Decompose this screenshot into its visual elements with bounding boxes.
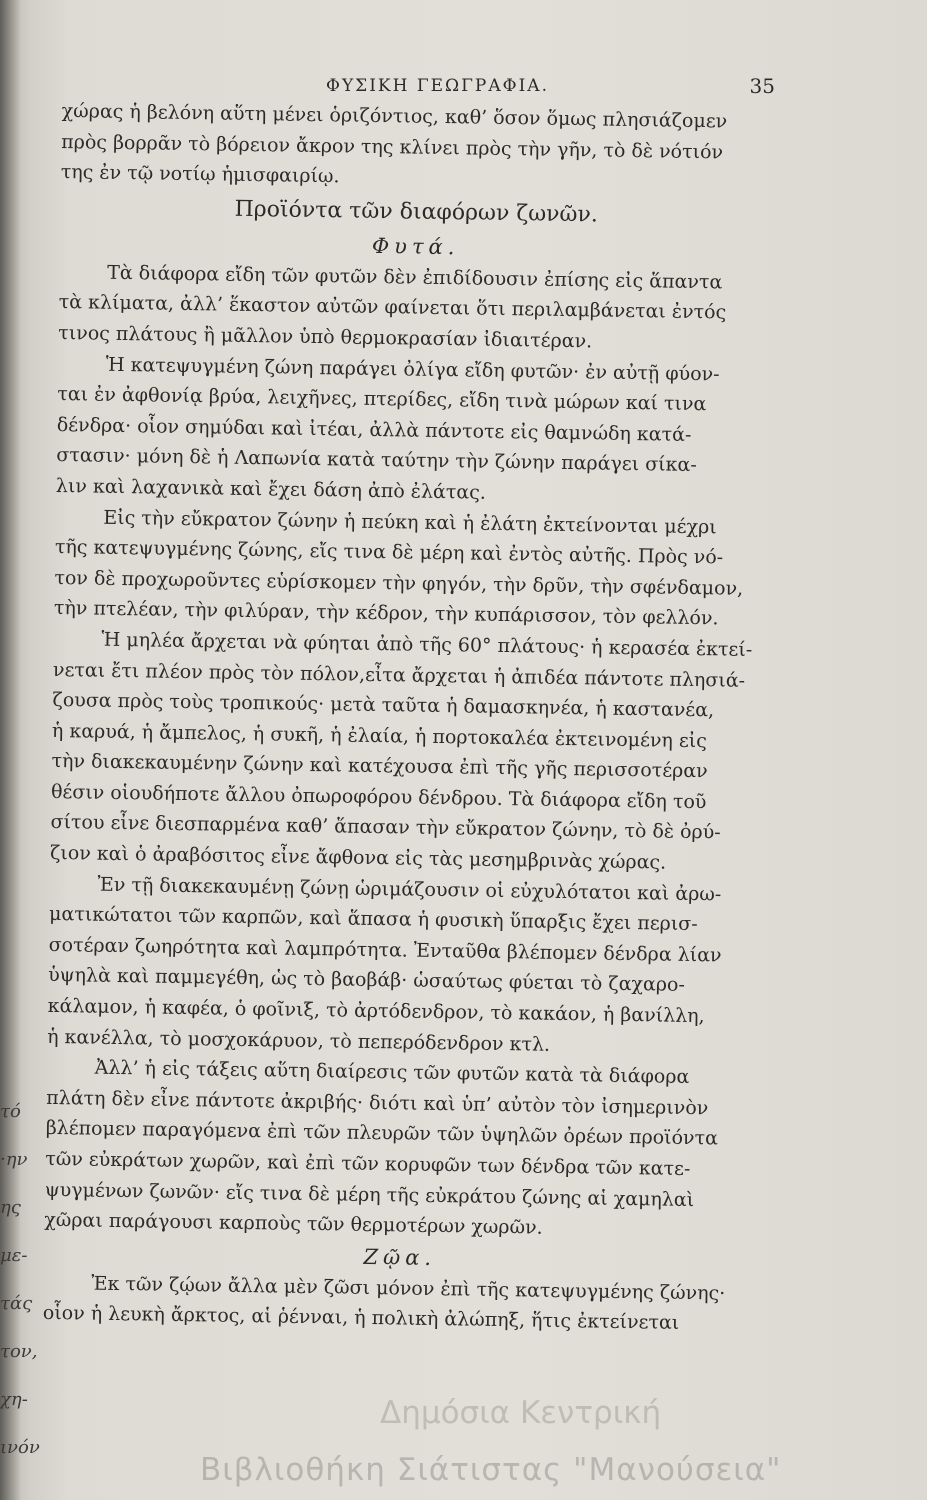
- text-line: σίτου εἶνε διεσπαρμένα καθ’ ἅπασαν τὴν εὔκρατον ζώνην, τὸ δὲ ὀρύ-: [50, 811, 721, 844]
- text-line: ζιον καὶ ὁ ἀραβόσιτος εἶνε ἄφθονα εἰς τὰς μεσημβρινὰς χώρας.: [49, 841, 667, 874]
- margin-fragment: τό: [0, 1101, 21, 1122]
- text-line: τὴν διακεκαυμένην ζώνην καὶ κατέχουσα ἐπὶ τῆς γῆς περισσοτέραν: [51, 750, 708, 783]
- text-line: στασιν· μόνη δὲ ἡ Λαπωνία κατὰ ταύτην τὴν ζώνην παράγει σίκα-: [56, 444, 697, 477]
- text-line: Ἐκ τῶν ζῴων ἄλλα μὲν ζῶσι μόνον ἐπὶ τῆς κατεψυγμένης ζώνης·: [91, 1272, 726, 1305]
- text-line: πλάτη δὲν εἶνε πάντοτε ἀκριβής· διότι καὶ ὑπ’ αὐτὸν τὸν ἰσημερινὸν: [46, 1086, 709, 1120]
- section-heading: Προϊόντα τῶν διαφόρων ζωνῶν.: [234, 196, 599, 228]
- margin-fragment: ινόν: [0, 1437, 40, 1458]
- text-line: χώρας ἡ βελόνη αὕτη μένει ὁριζόντιος, καθ’ ὅσον ὅμως πλησιάζομεν: [61, 99, 728, 133]
- text-line: ματικώτατοι τῶν καρπῶν, καὶ ἅπασα ἡ φυσικὴ ὕπαρξις ἔχει περισ-: [48, 903, 698, 936]
- text-line: ἡ καρυά, ἡ ἄμπελος, ἡ συκῆ, ἡ ἐλαία, ἡ πορτοκαλέα ἐκτεινομένη εἰς: [51, 719, 708, 752]
- text-line: της ἐν τῷ νοτίῳ ἡμισφαιρίῳ.: [60, 161, 340, 188]
- text-line: πρὸς βορρᾶν τὸ βόρειον ἄκρον της κλίνει πρὸς τὴν γῆν, τὸ δὲ νότιόν: [61, 130, 724, 163]
- text-line: βλέπομεν παραγόμενα ἐπὶ τῶν πλευρῶν τῶν ὑψηλῶν ὀρέων προϊόντα: [45, 1117, 719, 1150]
- text-line: τὰ κλίματα, ἀλλ’ ἕκαστον αὐτῶν φαίνεται ὅτι περιλαμβάνεται ἐντός: [58, 291, 727, 324]
- text-line: Εἰς τὴν εὔκρατον ζώνην ἡ πεύκη καὶ ἡ ἐλάτη ἐκτείνονται μέχρι: [103, 506, 717, 538]
- text-line: σοτέραν ζωηρότητα καὶ λαμπρότητα. Ἐνταῦθα βλέπομεν δένδρα λίαν: [48, 933, 722, 967]
- watermark-line-1: Δημόσια Κεντρική: [380, 1395, 662, 1431]
- text-line: οἷον ἡ λευκὴ ἄρκτος, αἱ ῥένναι, ἡ πολικὴ ἀλώπηξ, ἥτις ἐκτείνεται: [42, 1302, 680, 1335]
- margin-fragment: ·ην: [0, 1149, 28, 1170]
- margin-fragment: ης: [0, 1197, 21, 1218]
- margin-fragment: τάς: [0, 1293, 33, 1314]
- text-line: ζουσα πρὸς τοὺς τροπικούς· μετὰ ταῦτα ἡ δαμασκηνέα, ἡ καστανέα,: [52, 689, 715, 722]
- text-line: τὴν πτελέαν, τὴν φιλύραν, τὴν κέδρον, τὴν κυπάρισσον, τὸν φελλόν.: [53, 597, 719, 630]
- margin-fragment: με-: [0, 1245, 28, 1266]
- text-line: Ἡ κατεψυγμένη ζώνη παράγει ὀλίγα εἴδη φυτῶν· ἐν αὐτῇ φύον-: [105, 353, 720, 385]
- body-text: [43, 96, 774, 1340]
- facing-page-margin: [0, 1088, 40, 1472]
- plants-section: [44, 257, 771, 1247]
- text-line: Ἀλλ’ ἡ εἰς τάξεις αὕτη διαίρεσις τῶν φυτῶν κατὰ τὰ διάφορα: [94, 1056, 690, 1089]
- text-line: δένδρα· οἷον σημύδαι καὶ ἰτέαι, ἀλλὰ πάντοτε εἰς θαμνώδη κατά-: [56, 413, 692, 446]
- plants-subheading: Φυτά.: [371, 233, 460, 260]
- text-line: θέσιν οἱουδήποτε ἄλλου ὀπωροφόρου δένδρου. Τὰ διάφορα εἴδη τοῦ: [50, 780, 707, 814]
- text-line: ἡ κανέλλα, τὸ μοσχοκάρυον, τὸ πεπερόδενδρον κτλ.: [47, 1025, 551, 1056]
- running-head-title: ΦΥΣΙΚΗ ΓΕΩΓΡΑΦΙΑ.: [326, 76, 549, 96]
- margin-fragment: τον,: [0, 1341, 38, 1362]
- animals-section: [43, 1268, 756, 1340]
- text-line: τον δὲ προχωροῦντες εὑρίσκομεν τὴν φηγόν, τὴν δρῦν, τὴν σφένδαμον,: [54, 566, 744, 600]
- text-line: Ἡ μηλέα ἄρχεται νὰ φύηται ἀπὸ τῆς 60° πλάτους· ἡ κερασέα ἐκτεί-: [101, 628, 753, 661]
- text-line: χῶραι παράγουσι καρποὺς τῶν θερμοτέρων χωρῶν.: [44, 1209, 543, 1239]
- text-line: κάλαμον, ἡ καφέα, ὁ φοῖνιξ, τὸ ἀρτόδενδρον, τὸ κακάον, ἡ βανίλλη,: [47, 994, 705, 1028]
- text-line: τῆς κατεψυγμένης ζώνης, εἴς τινα δὲ μέρη καὶ ἐντὸς αὐτῆς. Πρὸς νό-: [54, 536, 724, 569]
- margin-fragment: χη-: [0, 1389, 28, 1410]
- watermark-line-2: Βιβλιοθήκη Σιάτιστας "Μανούσεια": [200, 1452, 782, 1488]
- text-line: Τὰ διάφορα εἴδη τῶν φυτῶν δὲν ἐπιδίδουσιν ἐπίσης εἰς ἅπαντα: [107, 261, 723, 294]
- text-line: τινος πλάτους ἢ μᾶλλον ὑπὸ θερμοκρασίαν ἰδιαιτέραν.: [58, 321, 593, 353]
- text-line: τῶν εὐκράτων χωρῶν, καὶ ἐπὶ τῶν κορυφῶν των δένδρα τῶν κατε-: [45, 1147, 691, 1181]
- page-number: 35: [749, 74, 775, 98]
- text-line: λιν καὶ λαχανικὰ καὶ ἔχει δάση ἀπὸ ἐλάτας.: [55, 474, 487, 504]
- intro-paragraph: [61, 96, 774, 199]
- text-line: ψυγμένων ζωνῶν· εἴς τινα δὲ μέρη τῆς εὐκράτου ζώνης αἱ χαμηλαὶ: [44, 1178, 695, 1211]
- text-line: Ἐν τῇ διακεκαυμένῃ ζώνῃ ὡριμάζουσιν οἱ εὐχυλότατοι καὶ ἀρω-: [97, 873, 722, 906]
- animals-subheading: Ζῷα.: [363, 1244, 437, 1270]
- text-line: νεται ἔτι πλέον πρὸς τὸν πόλον,εἶτα ἄρχεται ἡ ἀπιδέα πάντοτε πλησιά-: [52, 658, 746, 692]
- text-line: ὑψηλὰ καὶ παμμεγέθη, ὡς τὸ βαοβάβ· ὡσαύτως φύεται τὸ ζαχαρο-: [48, 964, 686, 997]
- text-line: ται ἐν ἀφθονίᾳ βρύα, λειχῆνες, πτερίδες, εἴδη τινὰ μώρων καί τινα: [57, 383, 707, 416]
